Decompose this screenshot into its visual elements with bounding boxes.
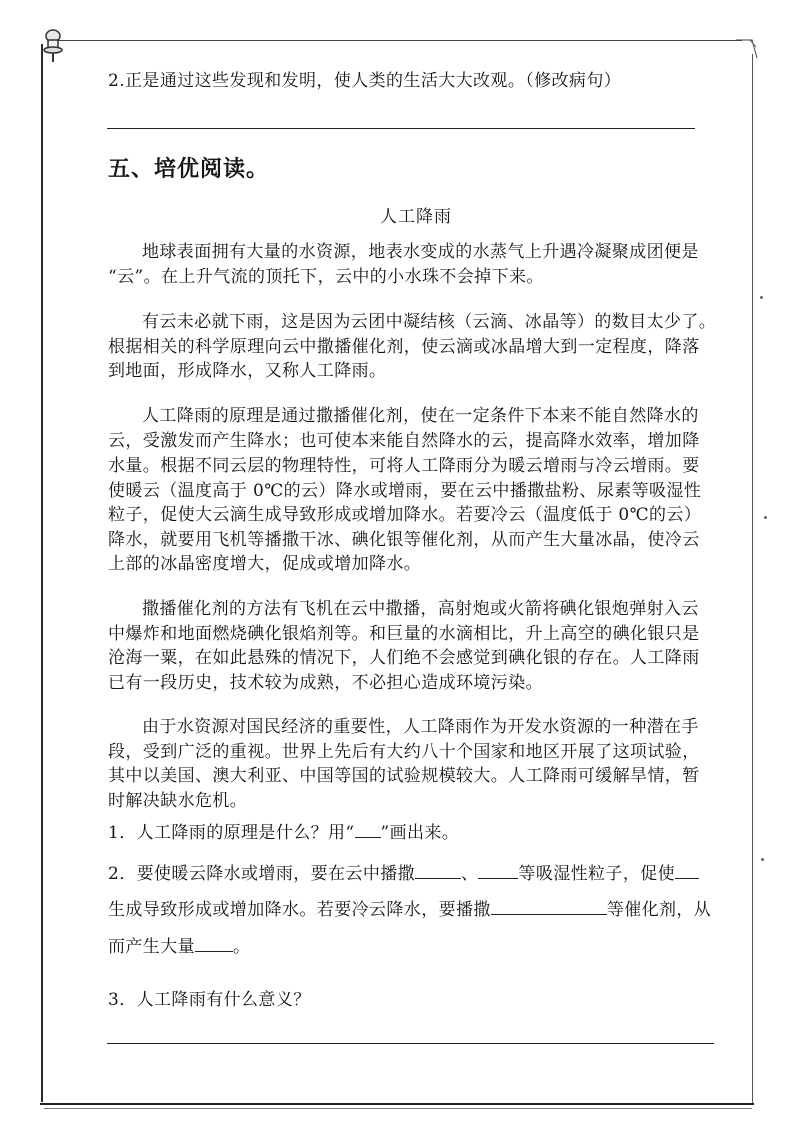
question-2-text: 生成导致形成或增加降水。若要冷云降水，要播撒 <box>108 900 491 920</box>
article-line: 段，受到广泛的重视。世界上先后有大约八十个国家和地区开展了这项试验， <box>108 742 700 762</box>
scan-speck <box>761 858 764 861</box>
question-1-text: 1．人工降雨的原理是什么？用“ <box>108 823 355 843</box>
question-2-text: 2．要使暖云降水或增雨，要在云中播撒 <box>108 864 416 884</box>
question-2-text: 而产生大量 <box>108 937 195 957</box>
article-line: 地球表面拥有大量的水资源，地表水变成的水蒸气上升遇冷凝聚成团便是 <box>142 242 699 262</box>
question-rewrite-sentence: 2.正是通过这些发现和发明，使人类的生活大大改观。（修改病句） <box>108 71 622 91</box>
answer-blank-1[interactable] <box>415 862 461 879</box>
question-2-line-2 <box>108 898 711 921</box>
article-line: 已有一段历史，技术较为成熟，不必担心造成环境污染。 <box>108 673 543 693</box>
answer-blank-3[interactable] <box>675 862 699 879</box>
page-corner-fold-icon <box>736 38 758 60</box>
scan-speck <box>764 516 767 519</box>
question-1-text-end: ”画出来。 <box>380 823 460 843</box>
sheet-top-border <box>52 40 742 41</box>
question-2-text: 等催化剂，从 <box>606 900 712 920</box>
article-line: 云，受激发而产生降水；也可使本来能自然降水的云，提高降水效率，增加降 <box>108 431 700 451</box>
sheet-bottom-border <box>40 1103 754 1105</box>
answer-blank-2[interactable] <box>478 862 518 879</box>
article-line: 水量。根据不同云层的物理特性，可将人工降雨分为暖云增雨与冷云增雨。要 <box>108 456 700 476</box>
sheet-right-border <box>752 54 753 1104</box>
article-line: 人工降雨的原理是通过撒播催化剂，使在一定条件下本来不能自然降水的 <box>142 406 699 426</box>
section-title: 五、培优阅读。 <box>108 157 270 182</box>
article-title: 人工降雨 <box>380 207 452 227</box>
sheet-left-border <box>41 44 43 1102</box>
question-2-line-3 <box>108 935 250 958</box>
answer-line-q3[interactable] <box>107 1043 714 1044</box>
article-line: 使暖云（温度高于 0℃的云）降水或增雨，要在云中播撒盐粉、尿素等吸湿性 <box>108 481 702 501</box>
answer-line-rewrite[interactable] <box>107 128 695 129</box>
question-2-line-1 <box>108 862 699 885</box>
article-line: 撒播催化剂的方法有飞机在云中撒播，高射炮或火箭将碘化银炮弹射入云 <box>142 599 699 619</box>
question-2-text: 。 <box>233 937 251 957</box>
article-line: 上部的冰晶密度增大，促成或增加降水。 <box>108 554 422 574</box>
article-line: 其中以美国、澳大利亚、中国等国的试验规模较大。人工降雨可缓解旱情，暂 <box>108 766 700 786</box>
article-line: 沧海一粟，在如此悬殊的情况下，人们绝不会感觉到碘化银的存在。人工降雨 <box>108 648 700 668</box>
answer-blank-5[interactable] <box>195 935 233 952</box>
underline-sample <box>355 821 381 838</box>
article-line: 粒子，促使大云滴生成导致形成或增加降水。若要冷云（温度低于 0℃的云） <box>108 505 702 525</box>
article-line: 有云未必就下雨，这是因为云团中凝结核（云滴、冰晶等）的数目太少了。 <box>142 312 717 332</box>
question-2-text: 、 <box>461 864 479 884</box>
question-1 <box>108 821 459 844</box>
pushpin-icon <box>38 28 68 64</box>
article-line: “云”。在上升气流的顶托下，云中的小水珠不会掉下来。 <box>108 267 544 287</box>
article-line: 降水，就要用飞机等播撒干冰、碘化银等催化剂，从而产生大量冰晶，使冷云 <box>108 530 700 550</box>
scan-speck <box>760 296 763 299</box>
sheet-bottom-border-inner <box>44 1108 752 1109</box>
article-line: 时解决缺水危机。 <box>108 791 248 811</box>
article-line: 中爆炸和地面燃烧碘化银焰剂等。和巨量的水滴相比，升上高空的碘化银只是 <box>108 624 700 644</box>
article-line: 根据相关的科学原理向云中撒播催化剂，使云滴或冰晶增大到一定程度，降落 <box>108 337 700 357</box>
article-line: 由于水资源对国民经济的重要性，人工降雨作为开发水资源的一种潜在手 <box>142 717 699 737</box>
question-3: 3．人工降雨有什么意义？ <box>108 990 311 1010</box>
article-line: 到地面，形成降水，又称人工降雨。 <box>108 361 387 381</box>
answer-blank-4[interactable] <box>491 898 607 915</box>
question-2-text: 等吸湿性粒子，促使 <box>518 864 676 884</box>
